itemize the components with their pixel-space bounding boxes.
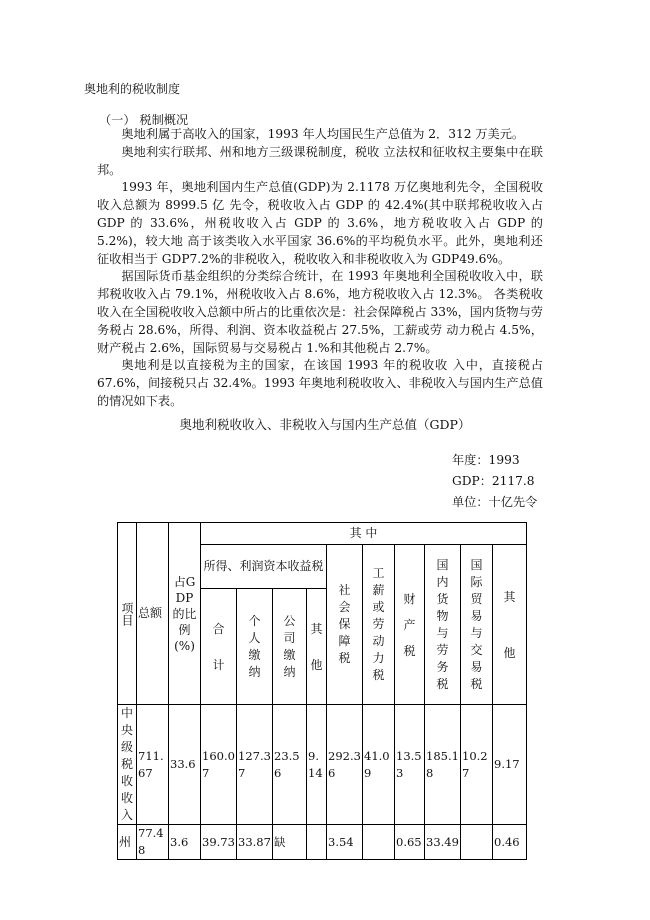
header-property: 财产税 bbox=[395, 545, 425, 705]
header-among: 其 中 bbox=[201, 523, 527, 545]
header-payroll: 工薪或劳动力税 bbox=[363, 545, 395, 705]
cell: 9.17 bbox=[493, 705, 527, 825]
cell: 0.46 bbox=[493, 825, 527, 860]
cell: 39.73 bbox=[201, 825, 237, 860]
table-row bbox=[118, 705, 527, 825]
header-item: 项目 bbox=[118, 523, 137, 705]
cell: 711.67 bbox=[137, 705, 169, 825]
document-title: 奥地利的税收制度 bbox=[84, 82, 181, 96]
cell: 127.37 bbox=[237, 705, 273, 825]
meta-unit: 单位：十亿先令 bbox=[452, 495, 538, 509]
cell: 160.07 bbox=[201, 705, 237, 825]
cell: 292.36 bbox=[327, 705, 363, 825]
header-total: 总额 bbox=[137, 523, 169, 705]
cell: 10.27 bbox=[461, 705, 493, 825]
paragraph-2: 奥地利实行联邦、州和地方三级课税制度，税收 立法权和征收权主要集中在联邦。 bbox=[97, 144, 543, 177]
cell: 33.49 bbox=[425, 825, 461, 860]
cell: 23.56 bbox=[273, 705, 307, 825]
paragraph-5: 奥地利是以直接税为主的国家，在该国 1993 年的税收收 入中，直接税占 67.6%，间接税只占 32.4%。1993 年奥地利税收收入、非税收入与国内生产总值的情况如下表。 bbox=[97, 358, 543, 408]
cell bbox=[363, 825, 395, 860]
header-gdp-ratio: 占GDP的比例(%) bbox=[169, 523, 201, 705]
cell: 33.6 bbox=[169, 705, 201, 825]
cell: 0.65 bbox=[395, 825, 425, 860]
tax-table bbox=[117, 522, 527, 860]
cell: 3.54 bbox=[327, 825, 363, 860]
header-combined: 合计 bbox=[201, 589, 237, 705]
header-income-group: 所得、利润资本收益税 bbox=[201, 545, 327, 589]
row-label: 州 bbox=[118, 825, 137, 860]
cell: 13.53 bbox=[395, 705, 425, 825]
cell: 3.6 bbox=[169, 825, 201, 860]
header-domestic-goods: 国内货物与劳务税 bbox=[425, 545, 461, 705]
cell: 41.09 bbox=[363, 705, 395, 825]
paragraph-3: 1993 年，奥地利国内生产总值(GDP)为 2.1178 万亿奥地利先令，全国税收收入总额为 8999.5 亿 先令，税收收入占 GDP 的 42.4%(其中联邦税收收入占 GDP 的 33.6%，州税收收入占 GDP 的 3.6%，地方税收收入占 GDP 的 5.2%)，较大地 高于该类收入水平国家 36.6%的平均税负水平。此外，奥地利还征收相当于 GDP7.2%的非税收入，税收收入和非税收收入为 GDP49.6%。 bbox=[97, 180, 543, 266]
header-corporate: 公司缴纳 bbox=[273, 589, 307, 705]
cell: 77.48 bbox=[137, 825, 169, 860]
header-intl-trade: 国际贸易与交易税 bbox=[461, 545, 493, 705]
body-text bbox=[97, 126, 543, 411]
header-other-sub: 其他 bbox=[307, 589, 327, 705]
paragraph-4: 据国际货币基金组织的分类综合统计，在 1993 年奥地利全国税收收入中，联邦税收收入占 79.1%，州税收收入占 8.6%，地方税收收入占 12.3%。 各类税收收入在全国税收收入总额中所占的比重依次是：社会保障税占 33%，国内货物与劳务税占 28.6%，所得、利润、资本收益税占 27.5%，工薪或劳 动力税占 4.5%，财产税占 2.6%，国际贸易与交易税占 1.%和其他税占 2.7%。 bbox=[97, 269, 543, 355]
table-row bbox=[118, 825, 527, 860]
header-personal: 个人缴纳 bbox=[237, 589, 273, 705]
table-meta bbox=[452, 450, 538, 512]
cell bbox=[461, 825, 493, 860]
cell: 9.14 bbox=[307, 705, 327, 825]
cell: 缺 bbox=[273, 825, 307, 860]
cell: 33.87 bbox=[237, 825, 273, 860]
cell: 185.18 bbox=[425, 705, 461, 825]
cell bbox=[307, 825, 327, 860]
section-heading: （一） 税制概况 bbox=[99, 113, 189, 127]
meta-gdp: GDP：2117.8 bbox=[452, 474, 535, 488]
header-social-security: 社会保障税 bbox=[327, 545, 363, 705]
row-label: 中央级税收收入 bbox=[118, 705, 137, 825]
table-title: 奥地利税收收入、非税收入与国内生产总值（GDP） bbox=[179, 417, 471, 432]
header-others: 其他 bbox=[493, 545, 527, 705]
paragraph-1: 奥地利属于高收入的国家，1993 年人均国民生产总值为 2．312 万美元。 bbox=[121, 127, 525, 141]
meta-year: 年度：1993 bbox=[452, 453, 520, 467]
